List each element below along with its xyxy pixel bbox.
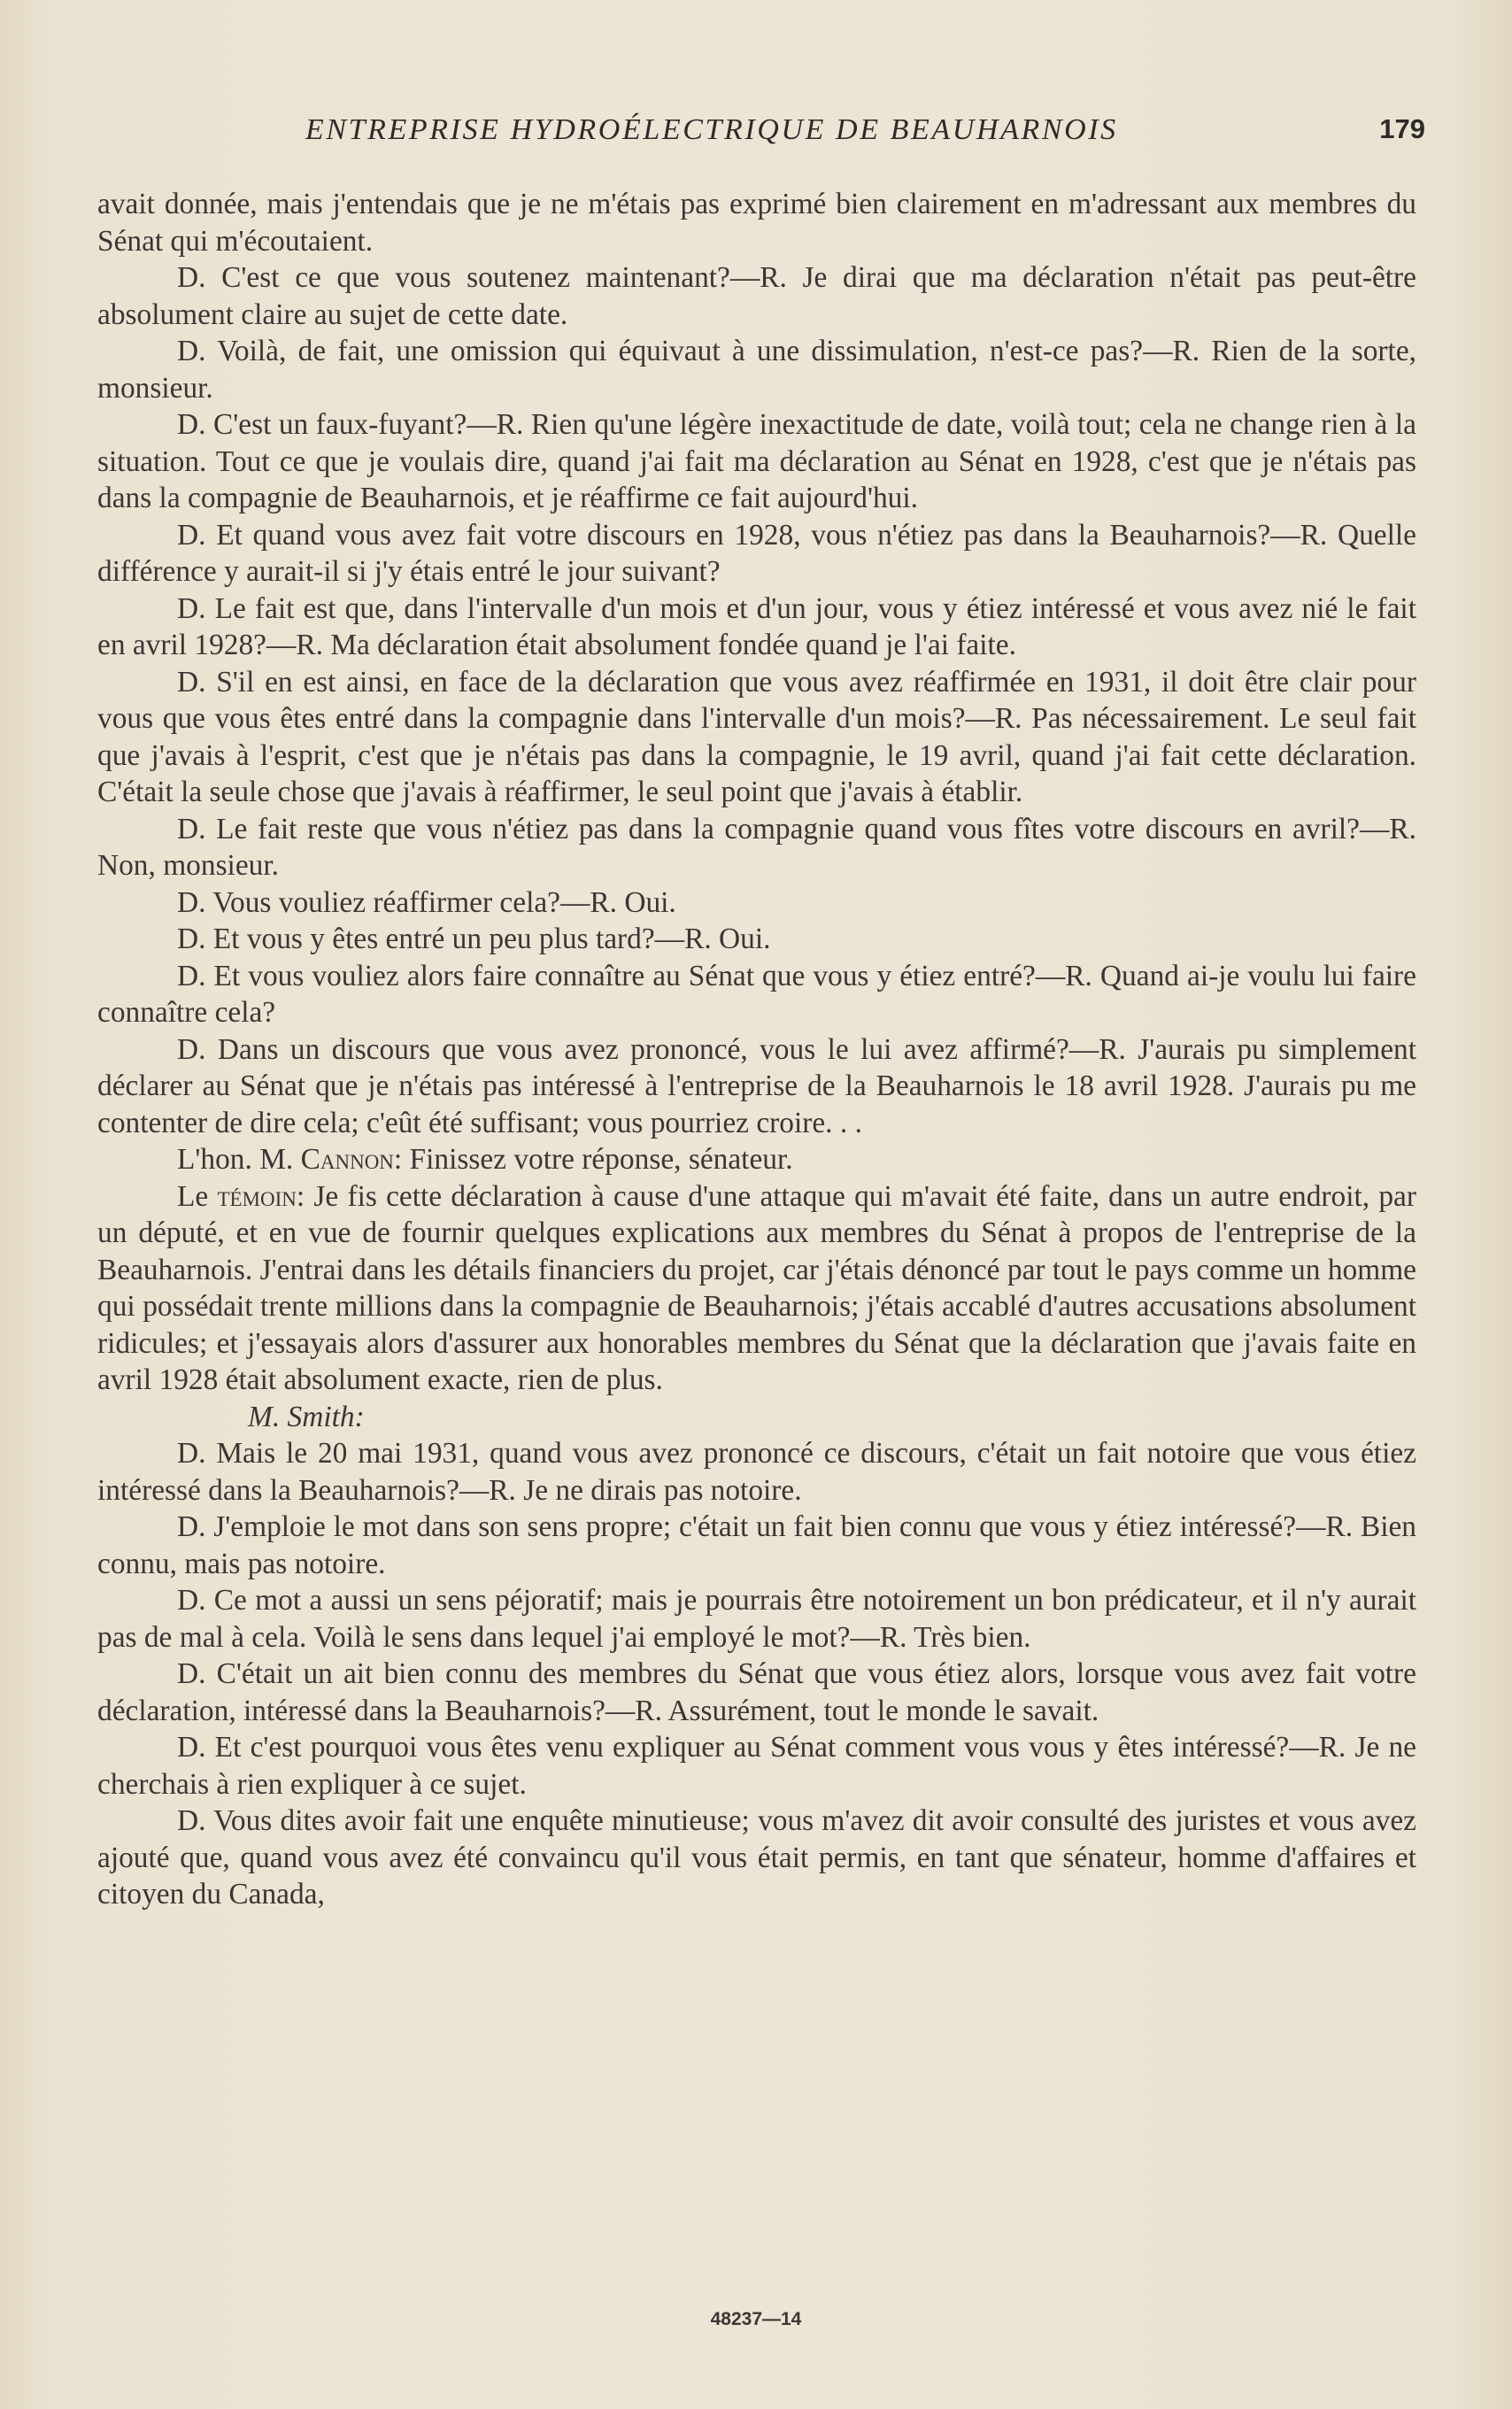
printer-signature: 48237—14	[710, 2309, 802, 2329]
page-number: 179	[1379, 113, 1425, 144]
paragraph: D. C'est un faux-fuyant?—R. Rien qu'une légère inexactitude de date, voilà tout; cela ne change rien à la situation. Tout ce que je voulais dire, quand j'ai fait ma déclaration au Sénat en 1928, c'est que je n'étais pas dans la compagnie de Beauharnois, et je réaffirme ce fait aujourd'hui.	[97, 408, 1416, 514]
running-header	[97, 113, 1425, 158]
paragraph: D. S'il en est ainsi, en face de la déclaration que vous avez réaffirmée en 1931, il doit être clair pour vous que vous êtes entré dans la compagnie dans l'intervalle d'un mois?—R. Pas nécessairement. Le seul fait que j'avais à l'esprit, c'est que je n'étais pas dans la compagnie, le 19 avril, quand j'ai fait cette déclaration. C'était la seule chose que j'avais à réaffirmer, le seul point que j'avais à établir.	[97, 665, 1416, 808]
speaker-text: : Je fis cette déclaration à cause d'une attaque qui m'avait été faite, dans un autre endroit, par un député, et en vue de fournir quelques explications aux membres du Sénat à propos de l'entreprise de la Beauharnois. J'entrai dans les détails financiers du projet, car j'étais dénoncé par tout le pays comme un homme qui possédait trente millions dans la compagnie de Beauharnois; j'étais accablé d'autres accusations absolument ridicules; et j'essayais alors d'assurer aux honorables membres du Sénat que la déclaration que j'avais faite en avril 1928 était absolument exacte, rien de plus.	[97, 1179, 1416, 1396]
paragraph: D. Mais le 20 mai 1931, quand vous avez prononcé ce discours, c'était un fait notoire que vous étiez intéressé dans la Beauharnois?—R. Je ne dirais pas notoire.	[97, 1437, 1416, 1507]
speaker-prefix: Le	[177, 1179, 218, 1213]
speaker-text: : Finissez votre réponse, sénateur.	[393, 1143, 793, 1176]
paragraph: D. Vous vouliez réaffirmer cela?—R. Oui.	[177, 885, 676, 919]
paragraph: D. C'est ce que vous soutenez maintenant?—R. Je dirai que ma déclaration n'était pas peut-être absolument claire au sujet de cette date.	[97, 261, 1416, 331]
paragraph: D. C'était un ait bien connu des membres du Sénat que vous étiez alors, lorsque vous avez fait votre déclaration, intéressé dans la Beauharnois?—R. Assurément, tout le monde le savait.	[97, 1657, 1416, 1727]
speaker-heading: M. Smith:	[248, 1400, 365, 1433]
speaker-name: Cannon	[300, 1143, 394, 1176]
paragraph: D. Le fait est que, dans l'intervalle d'un mois et d'un jour, vous y étiez intéressé et vous avez nié le fait en avril 1928?—R. Ma déclaration était absolument fondée quand je l'ai faite.	[97, 591, 1416, 661]
paragraph: D. Le fait reste que vous n'étiez pas dans la compagnie quand vous fîtes votre discours en avril?—R. Non, monsieur.	[97, 812, 1416, 882]
paragraph: D. Et vous y êtes entré un peu plus tard?—R. Oui.	[177, 923, 771, 955]
paragraph: D. Et vous vouliez alors faire connaître au Sénat que vous y étiez entré?—R. Quand ai-je voulu lui faire connaître cela?	[97, 959, 1416, 1029]
paragraph: avait donnée, mais j'entendais que je ne m'étais pas exprimé bien clairement en m'adressant aux membres du Sénat qui m'écoutaient.	[97, 188, 1416, 258]
paragraph: D. Voilà, de fait, une omission qui équivaut à une dissimulation, n'est-ce pas?—R. Rien de la sorte, monsieur.	[97, 335, 1416, 405]
paragraph: D. Vous dites avoir fait une enquête minutieuse; vous m'avez dit avoir consulté des juristes et vous avez ajouté que, quand vous avez été convaincu qu'il vous était permis, en tant que sénateur, homme d'affaires et citoyen du Canada,	[97, 1804, 1416, 1911]
speaker-name: témoin	[217, 1179, 297, 1213]
paragraph: D. Et quand vous avez fait votre discours en 1928, vous n'étiez pas dans la Beauharnois?—R. Quelle différence y aurait-il si j'y étais entré le jour suivant?	[97, 518, 1416, 588]
running-title: ENTREPRISE HYDROÉLECTRIQUE DE BEAUHARNOIS	[305, 113, 1118, 146]
paragraph: D. Dans un discours que vous avez prononcé, vous le lui avez affirmé?—R. J'aurais pu simplement déclarer au Sénat que je n'étais pas intéressé à l'entreprise de la Beauharnois le 18 avril 1928. J'aurais pu me contenter de dire cela; c'eût été suffisant; vous pourriez croire. . .	[97, 1032, 1416, 1139]
paragraph: D. Et c'est pourquoi vous êtes venu expliquer au Sénat comment vous vous y êtes intéressé?—R. Je ne cherchais à rien expliquer à ce sujet.	[97, 1731, 1416, 1801]
body-text	[97, 186, 1416, 1913]
paragraph-cannon	[97, 1141, 1416, 1178]
paragraph-temoin	[97, 1178, 1416, 1399]
paragraph: D. J'emploie le mot dans son sens propre; c'était un fait bien connu que vous y étiez intéressé?—R. Bien connu, mais pas notoire.	[97, 1510, 1416, 1580]
speaker-prefix: L'hon. M.	[177, 1143, 301, 1176]
paragraph: D. Ce mot a aussi un sens péjoratif; mais je pourrais être notoirement un bon prédicateur, et il n'y aurait pas de mal à cela. Voilà le sens dans lequel j'ai employé le mot?—R. Très bien.	[97, 1584, 1416, 1654]
